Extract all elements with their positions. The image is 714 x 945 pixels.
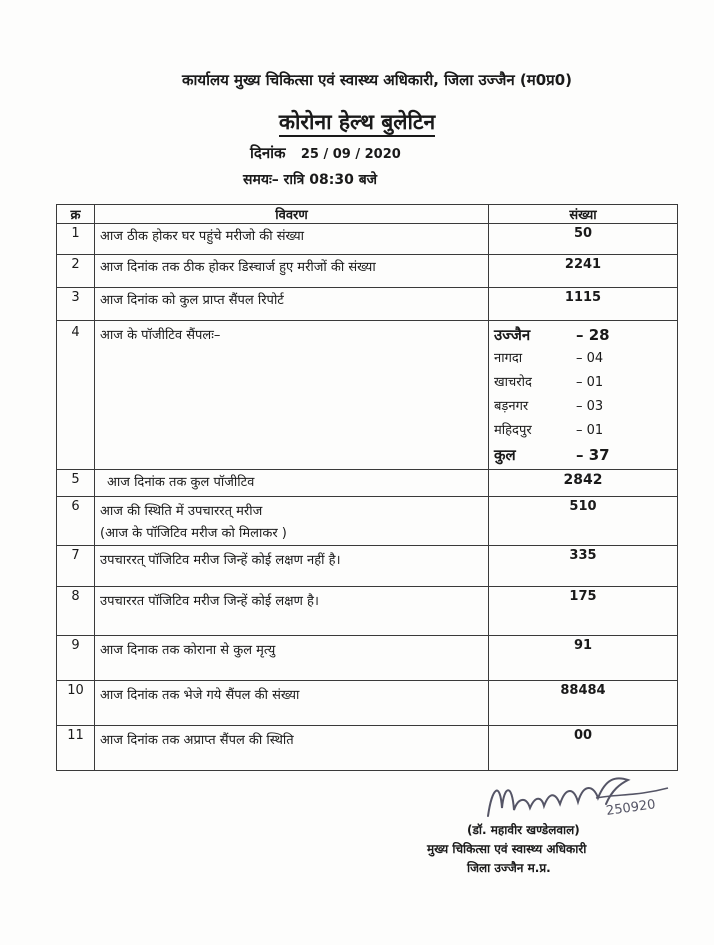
- row-sn: 4: [57, 321, 95, 470]
- row-desc: आज ठीक होकर घर पहुंचे मरीजो की संख्या: [95, 224, 489, 255]
- positive-value: – 28: [576, 326, 610, 344]
- positive-value: – 04: [576, 351, 604, 366]
- table-header-row: [57, 205, 678, 224]
- signatory-place: जिला उज्जैन म.प्र.: [467, 861, 551, 875]
- header-count: संख्या: [489, 205, 678, 224]
- row-desc: आज दिनांक तक कुल पॉजीटिव: [95, 470, 489, 497]
- table-row: [57, 255, 678, 288]
- row-count: 2241: [489, 255, 678, 288]
- row-count: 1115: [489, 288, 678, 321]
- row-sn: 1: [57, 224, 95, 255]
- positive-value: – 01: [576, 423, 604, 438]
- row-desc: [95, 497, 489, 546]
- positive-place: नागदा: [494, 351, 523, 366]
- header-desc: विवरण: [95, 205, 489, 224]
- row-sn: 6: [57, 497, 95, 546]
- row-sn: 5: [57, 470, 95, 497]
- row-desc-line2: (आज के पॉजिटिव मरीज को मिलाकर ): [100, 526, 287, 541]
- table-row: [57, 587, 678, 636]
- row-desc: आज दिनांक तक अप्राप्त सैंपल की स्थिति: [95, 726, 489, 771]
- table-row: [57, 726, 678, 771]
- row-desc: आज दिनांक तक भेजे गये सैंपल की संख्या: [95, 681, 489, 726]
- row-desc: आज दिनांक तक ठीक होकर डिस्चार्ज हुए मरीजों की संख्या: [95, 255, 489, 288]
- table-row: [57, 321, 678, 470]
- row-count: 335: [489, 546, 678, 587]
- positive-row: [494, 323, 672, 347]
- row-count: 175: [489, 587, 678, 636]
- positive-row: [494, 419, 672, 443]
- row-count: 91: [489, 636, 678, 681]
- positive-place: बड़नगर: [494, 399, 529, 414]
- signatory-name: (डॉ. महावीर खण्डेलवाल): [467, 823, 580, 837]
- table-row: [57, 288, 678, 321]
- positive-place: महिदपुर: [494, 423, 532, 438]
- header-sn: क्र: [57, 205, 95, 224]
- row-count: 510: [489, 497, 678, 546]
- positive-place: कुल: [494, 446, 516, 464]
- row-desc: आज के पॉजीटिव सैंपलः–: [95, 321, 489, 470]
- table-row: [57, 497, 678, 546]
- row-count: 2842: [489, 470, 678, 497]
- bulletin-title-text: कोरोना हेल्थ बुलेटिन: [279, 110, 435, 137]
- positive-value: – 01: [576, 375, 604, 390]
- signatory-designation: मुख्य चिकित्सा एवं स्वास्थ्य अधिकारी: [427, 842, 587, 856]
- positive-breakdown: [489, 321, 678, 470]
- row-sn: 2: [57, 255, 95, 288]
- table-row: [57, 636, 678, 681]
- row-count: 88484: [489, 681, 678, 726]
- date-line: [250, 143, 401, 163]
- positive-row: [494, 395, 672, 419]
- table-row: [57, 546, 678, 587]
- row-desc: उपचाररत पॉजिटिव मरीज जिन्हें कोई लक्षण है।: [95, 587, 489, 636]
- positive-place: खाचरोद: [494, 375, 532, 390]
- bulletin-table: [56, 204, 678, 771]
- table-row: [57, 224, 678, 255]
- row-sn: 8: [57, 587, 95, 636]
- row-desc-line1: आज की स्थिति में उपचाररत् मरीज: [100, 504, 263, 519]
- row-sn: 7: [57, 546, 95, 587]
- office-heading: कार्यालय मुख्य चिकित्सा एवं स्वास्थ्य अधिकारी, जिला उज्जैन (म0प्र0): [181, 71, 573, 89]
- date-label: दिनांक: [250, 144, 286, 162]
- row-count: 50: [489, 224, 678, 255]
- row-desc: उपचाररत् पॉजिटिव मरीज जिन्हें कोई लक्षण नहीं है।: [95, 546, 489, 587]
- table-row: [57, 470, 678, 497]
- positive-place: उज्जैन: [494, 326, 531, 344]
- row-sn: 9: [57, 636, 95, 681]
- signature-scribble: [478, 768, 688, 828]
- table-row: [57, 681, 678, 726]
- positive-row: [494, 371, 672, 395]
- time-line: [243, 170, 377, 189]
- time-label: समयः–: [243, 172, 279, 188]
- row-desc: आज दिनाक तक कोराना से कुल मृत्यु: [95, 636, 489, 681]
- row-sn: 10: [57, 681, 95, 726]
- time-value: रात्रि 08:30 बजे: [283, 172, 378, 188]
- positive-value: – 37: [576, 446, 610, 464]
- positive-value: – 03: [576, 399, 604, 414]
- row-sn: 11: [57, 726, 95, 771]
- row-count: 00: [489, 726, 678, 771]
- date-value: 25 / 09 / 2020: [300, 147, 401, 162]
- row-sn: 3: [57, 288, 95, 321]
- positive-total-row: [494, 443, 672, 467]
- bulletin-title: [0, 108, 714, 136]
- positive-row: [494, 347, 672, 371]
- svg-text:250920: 250920: [605, 797, 657, 819]
- row-desc: आज दिनांक को कुल प्राप्त सैंपल रिपोर्ट: [95, 288, 489, 321]
